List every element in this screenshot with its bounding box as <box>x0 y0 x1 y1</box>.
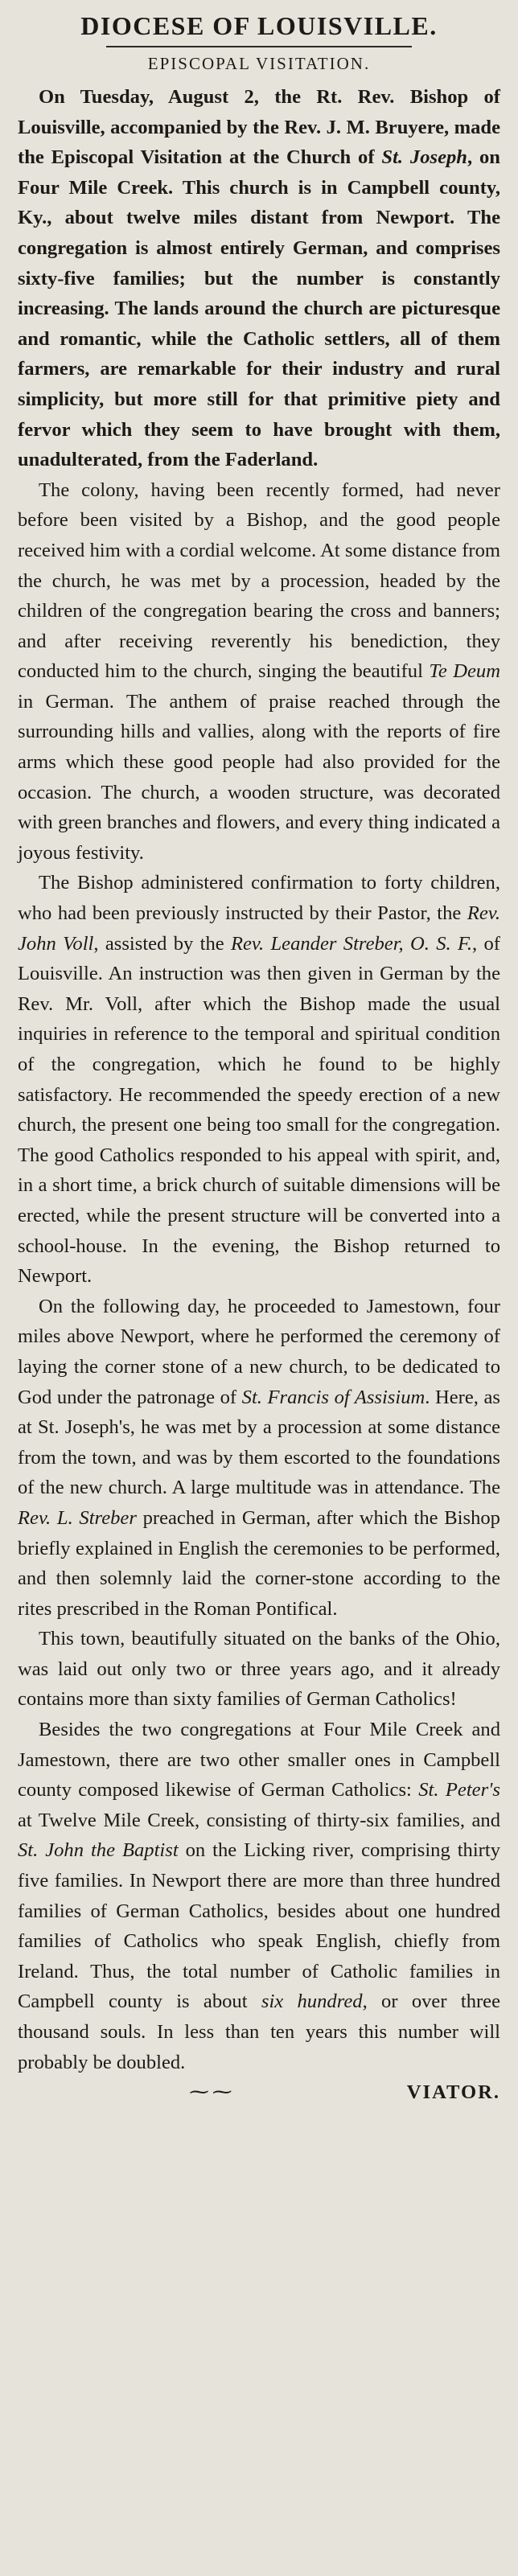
text-run: on the Licking river, comprising thirty five families. In Newport there are more than three hundred families of German Catholics, besides about one hundred families of Catholics who speak English, chiefly from Ireland. Thus, the total number of Catholic families in Campbell county is about <box>18 1839 500 2013</box>
article-body <box>18 82 500 2077</box>
signature-line <box>18 2077 500 2108</box>
text-run: . Here, as at St. Joseph's, he was met by a procession at some distance from the town, and was by them escorted to the foundations of the new church. A large multitude was in attendance. The <box>18 1386 500 1499</box>
signature: VIATOR. <box>406 2081 500 2104</box>
article-paragraph <box>18 1292 500 1625</box>
article-title: DIOCESE OF LOUISVILLE. <box>80 11 438 40</box>
article-subtitle: EPISCOPAL VISITATION. <box>147 54 371 73</box>
text-run: in German. The anthem of praise reached through the surrounding hills and vallies, along with the reports of fire arms which these good people had also provided for the occasion. The church, a wooden structure, was decorated with green branches and flowers, and every thing indicated a joyous festivity. <box>18 690 500 864</box>
text-run: This town, beautifully situated on the banks of the Ohio, was laid out only two or three years ago, and it already contains more than sixty families of German Catholics! <box>18 1628 500 1711</box>
text-run: The colony, having been recently formed, had never before been visited by a Bishop, and the good people received him with a cordial welcome. At some distance from the church, he was met by a procession, headed by the children of the congregation bearing the cross and banners; and after receiving reverently his benediction, they conducted him to the church, singing the beautiful <box>18 479 500 683</box>
text-run: Rev. L. Streber <box>18 1506 137 1529</box>
text-run: six hundred <box>261 1991 363 2013</box>
text-run: , or over three thousand souls. In less than ten years this number will probably be doubled. <box>18 1991 501 2073</box>
text-run: St. John the Baptist <box>18 1839 179 1862</box>
article-paragraph <box>18 475 500 869</box>
text-run: On Tuesday, August 2, the Rt. Rev. Bishop of Louisville, accompanied by the Rev. J. M. Bruyere, made the Episcopal Visitation at the Church of <box>18 86 500 169</box>
text-run: Besides the two congregations at Four Mile Creek and Jamestown, there are two other smaller ones in Campbell county composed likewise of German Catholics: <box>18 1719 500 1802</box>
text-run: The Bishop administered confirmation to forty children, who had been previously instructed by their Pastor, the <box>18 872 500 925</box>
text-run: at Twelve Mile Creek, consisting of thirty-six families, and <box>18 1809 500 1831</box>
ornament: ⁓⁓ <box>189 2081 236 2104</box>
text-run: , of Louisville. An instruction was then given in German by the Rev. Mr. Voll, after which the Bishop made the usual inquiries in reference to the temporal and spiritual condition of the congregation, which he found to be highly satisfactory. He recommended the speedy erection of a new church, the present one being too small for the congregation. The good Catholics responded to his appeal with spirit, and, in a short time, a brick church of suitable dimensions will be erected, while the present structure will be converted into a school-house. In the evening, the Bishop returned to Newport. <box>18 932 500 1288</box>
text-run: Rev. John Voll <box>18 902 500 955</box>
text-run: , on Four Mile Creek. This church is in Campbell county, Ky., about twelve miles distant from Newport. The congregation is almost entirely German, and comprises sixty-five families; but the number is constantly increasing. The lands around the church are picturesque and romantic, while the Catholic settlers, all of them farmers, are remarkable for their industry and rural simplicity, but more still for that primitive piety and fervor which they seem to have brought with them, unadulterated, from the Faderland. <box>18 146 500 471</box>
text-run: On the following day, he proceeded to Jamestown, four miles above Newport, where he performed the ceremony of laying the corner stone of a new church, to be dedicated to God under the patronage of <box>18 1295 500 1408</box>
text-run: St. Joseph <box>381 146 467 169</box>
article-paragraph <box>18 868 500 1291</box>
text-run: St. Peter's <box>418 1779 500 1802</box>
title-rule <box>106 46 412 47</box>
text-run: preached in German, after which the Bishop briefly explained in English the ceremonies to be performed, and then solemnly laid the corner-stone according to the rites prescribed in the Roman Pontifical. <box>18 1506 500 1620</box>
text-run: Rev. Leander Streber, O. S. F. <box>230 932 473 955</box>
article-paragraph <box>18 1715 500 2077</box>
text-run: Te Deum <box>429 660 500 683</box>
text-run: St. Francis of Assisium <box>241 1386 426 1408</box>
text-run: , assisted by the <box>93 932 231 955</box>
article-paragraph <box>18 82 500 475</box>
article-paragraph <box>18 1624 500 1715</box>
